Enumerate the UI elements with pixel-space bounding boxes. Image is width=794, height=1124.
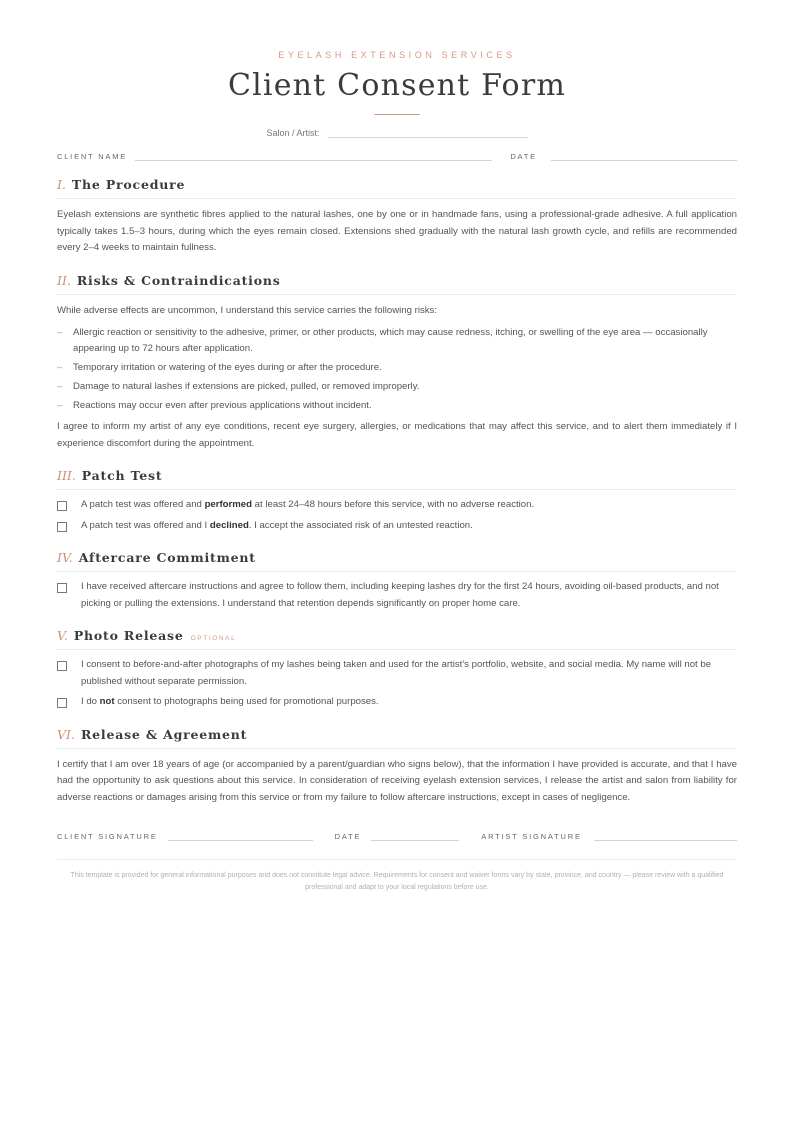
- section-title: Aftercare Commitment: [78, 550, 256, 565]
- option-text: [81, 497, 534, 514]
- salon-artist-row: [57, 127, 737, 138]
- risk-item: [57, 360, 737, 376]
- section-heading: [57, 628, 737, 650]
- client-signature-label: CLIENT SIGNATURE: [57, 832, 158, 841]
- risk-text: Damage to natural lashes if extensions are picked, pulled, or removed improperly.: [73, 381, 420, 392]
- section-title: The Procedure: [71, 177, 186, 192]
- section-numeral: VI.: [57, 726, 75, 742]
- dash-bullet-icon: –: [57, 381, 63, 392]
- section-numeral: IV.: [57, 550, 73, 565]
- option-text-post: consent to photographs being used for promotional purposes.: [114, 696, 379, 707]
- risks-closing: I agree to inform my artist of any eye conditions, recent eye surgery, allergies, or medications that may affect this service, and to alert them immediately if I experience discomfort during the appointment.: [57, 421, 737, 449]
- option-text-post: . I accept the associated risk of an untested reaction.: [248, 519, 473, 531]
- section-risks: [57, 273, 737, 453]
- section-heading: [57, 727, 737, 749]
- risk-item: [57, 379, 737, 395]
- dash-bullet-icon: –: [57, 400, 63, 411]
- aftercare-option: [57, 579, 737, 612]
- option-text-bold: declined: [209, 519, 249, 531]
- option-text-pre: A patch test was offered and: [81, 499, 205, 510]
- section-heading: [57, 177, 737, 199]
- dash-bullet-icon: –: [57, 327, 63, 338]
- risks-list: [57, 325, 737, 414]
- option-text-post: at least 24–48 hours before this service, with no adverse reaction.: [252, 499, 535, 510]
- section-numeral: III.: [57, 468, 76, 483]
- option-text-pre: A patch test was offered and I: [81, 519, 210, 531]
- section-heading: [57, 550, 737, 572]
- client-info-row: [57, 152, 737, 161]
- artist-signature-field[interactable]: [594, 832, 737, 841]
- form-header: [57, 0, 737, 138]
- dash-bullet-icon: –: [57, 362, 63, 373]
- optional-tag: OPTIONAL: [190, 635, 237, 642]
- section-title: Patch Test: [81, 468, 163, 483]
- risk-text: Temporary irritation or watering of the eyes during or after the procedure.: [73, 362, 382, 373]
- signature-date-field[interactable]: [371, 832, 459, 841]
- section-title: Photo Release: [73, 628, 184, 643]
- salon-artist-label: Salon / Artist:: [266, 128, 320, 138]
- salon-artist-field[interactable]: [328, 127, 528, 138]
- aftercare-checkbox[interactable]: [57, 583, 67, 593]
- option-text: [81, 694, 379, 711]
- photo-decline-checkbox[interactable]: [57, 698, 67, 708]
- option-text: I consent to before-and-after photographs of my lashes being taken and used for the artist's portfolio, website, and social media. My name will not be published without separate permission.: [81, 659, 712, 687]
- form-eyebrow: EYELASH EXTENSION SERVICES: [278, 50, 516, 60]
- client-name-label: CLIENT NAME: [57, 152, 128, 161]
- risks-intro: While adverse effects are uncommon, I understand this service carries the following risks:: [57, 304, 438, 316]
- section-aftercare: [57, 550, 737, 612]
- artist-signature-label: ARTIST SIGNATURE: [481, 832, 582, 841]
- option-text-bold: performed: [204, 499, 253, 510]
- option-text-pre: I do: [81, 696, 100, 707]
- risk-item: [57, 398, 737, 414]
- risk-text: Reactions may occur even after previous applications without incident.: [73, 400, 372, 411]
- signature-date-label: DATE: [334, 832, 362, 841]
- photo-consent-checkbox[interactable]: [57, 661, 67, 671]
- risk-item: [57, 325, 737, 357]
- section-heading: [57, 468, 737, 490]
- photo-decline-option: [57, 694, 737, 711]
- section-heading: [57, 273, 737, 295]
- section-patch-test: [57, 468, 737, 534]
- section-numeral: II.: [57, 272, 71, 288]
- legal-disclaimer: This template is provided for general informational purposes and does not constitute legal advice. Requirements for consent and waiver forms vary by state, province, and country — please review with a qualified professional and adapt to your local regulations before use.: [57, 859, 737, 894]
- risk-text: Allergic reaction or sensitivity to the adhesive, primer, or other products, which may cause redness, itching, or swelling of the eye area — occasionally appearing up to 72 hours after application.: [73, 327, 708, 354]
- section-numeral: I.: [57, 177, 66, 192]
- client-signature-field[interactable]: [168, 832, 313, 841]
- option-text: I have received aftercare instructions and agree to follow them, including keeping lashes dry for the first 24 hours, avoiding oil-based products, and not picking or pulling the extensions. I understand that retention depends significantly on proper home care.: [81, 581, 719, 609]
- option-text-bold: not: [99, 696, 115, 707]
- patch-performed-option: [57, 497, 737, 514]
- section-numeral: V.: [57, 628, 68, 643]
- patch-declined-option: [57, 518, 737, 535]
- title-divider: [374, 114, 420, 115]
- procedure-text: Eyelash extensions are synthetic fibres applied to the natural lashes, one by one or in handmade fans, using a professional-grade adhesive. A full application typically takes 1.5–3 hours, during which the eyes remain closed. Extensions shed gradually with the natural lash growth cycle, and refills are recommended every 2–4 weeks to maintain fullness.: [57, 209, 737, 253]
- client-date-label: DATE: [510, 152, 537, 161]
- client-name-field[interactable]: [135, 152, 492, 161]
- photo-consent-option: [57, 657, 737, 690]
- option-text: [81, 518, 473, 535]
- form-title: Client Consent Form: [227, 68, 567, 103]
- client-date-field[interactable]: [551, 152, 737, 161]
- patch-performed-checkbox[interactable]: [57, 501, 67, 511]
- release-text: I certify that I am over 18 years of age (or accompanied by a parent/guardian who signs below), that the information I have provided is accurate, and that I have had the opportunity to ask questions about this service. In consideration of receiving eyelash extension services, I release the artist and salon from liability for adverse reactions or damages arising from this service or from my failure to follow aftercare instructions, except in cases of negligence.: [57, 758, 737, 803]
- section-photo-release: [57, 628, 737, 711]
- section-title: Release & Agreement: [80, 726, 248, 742]
- section-release-agreement: [57, 727, 737, 807]
- patch-declined-checkbox[interactable]: [57, 522, 67, 532]
- signature-row: [57, 832, 737, 841]
- section-procedure: [57, 177, 737, 257]
- section-title: Risks & Contraindications: [76, 272, 281, 288]
